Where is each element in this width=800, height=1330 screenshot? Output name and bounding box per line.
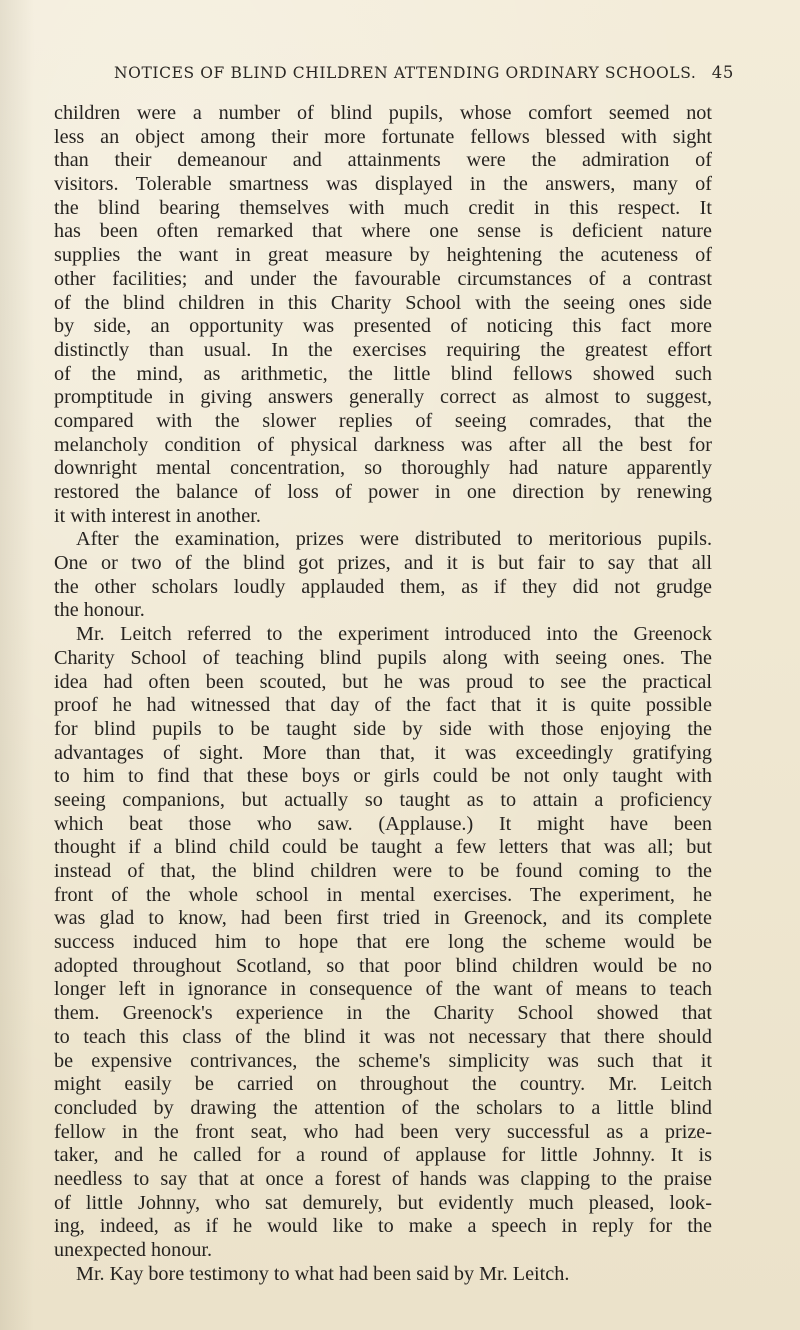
text-line: melancholy condition of physical darkness was after all the best for xyxy=(54,433,712,456)
body-text xyxy=(54,102,712,1286)
text-line: instead of that, the blind children were to be found coming to the xyxy=(54,860,712,882)
text-line: proof he had witnessed that day of the fact that it is quite possible xyxy=(54,694,712,717)
text-line: downright mental concentration, so thoroughly had nature apparently xyxy=(54,457,712,480)
text-line: concluded by drawing the attention of the scholars to a little blind xyxy=(54,1096,712,1119)
paragraph-start-line: After the examination, prizes were distributed to meritorious pupils. xyxy=(76,528,712,551)
text-line: advantages of sight. More than that, it was exceedingly gratifying xyxy=(54,741,712,764)
text-line: adopted throughout Scotland, so that poor blind children would be no xyxy=(54,954,712,977)
paragraph-start-line: Mr. Leitch referred to the experiment introduced into the Greenock xyxy=(76,623,712,646)
text-line: to him to find that these boys or girls could be not only taught with xyxy=(54,765,712,788)
text-line: distinctly than usual. In the exercises requiring the greatest effort xyxy=(54,338,712,361)
text-line: front of the whole school in mental exercises. The experiment, he xyxy=(54,883,712,906)
text-line: unexpected honour. xyxy=(54,1239,213,1261)
text-line: of the mind, as arithmetic, the little blind fellows showed such xyxy=(54,362,712,385)
paragraph-start-line: Mr. Kay bore testimony to what had been said by Mr. Leitch. xyxy=(76,1262,570,1285)
text-line: visitors. Tolerable smartness was displayed in the answers, many of xyxy=(54,173,712,196)
text-line: seeing companions, but actually so taught as to attain a proficiency xyxy=(54,788,712,811)
text-line: fellow in the front seat, who had been very successful as a prize- xyxy=(54,1120,712,1143)
running-head-title: NOTICES OF BLIND CHILDREN ATTENDING ORDINARY SCHOOLS. xyxy=(114,64,697,82)
text-line: be expensive contrivances, the scheme's simplicity was such that it xyxy=(54,1049,712,1072)
text-line: the blind bearing themselves with much credit in this respect. It xyxy=(54,196,712,219)
page-number: 45 xyxy=(711,63,734,82)
text-line: the honour. xyxy=(54,599,145,622)
text-line: longer left in ignorance in consequence of the want of means to teach xyxy=(54,978,712,1001)
text-line: than their demeanour and attainments were the admiration of xyxy=(54,149,712,172)
text-line: needless to say that at once a forest of hands was clapping to the praise xyxy=(54,1167,712,1190)
text-line: to teach this class of the blind it was not necessary that there should xyxy=(54,1025,712,1048)
text-line: which beat those who saw. (Applause.) It might have been xyxy=(54,812,712,835)
text-line: children were a number of blind pupils, whose comfort seemed not xyxy=(54,102,712,124)
text-line: One or two of the blind got prizes, and it is but fair to say that all xyxy=(54,552,712,575)
text-line: Charity School of teaching blind pupils along with seeing ones. The xyxy=(54,646,712,669)
page-gutter-shadow xyxy=(0,0,34,1330)
text-line: by side, an opportunity was presented of noticing this fact more xyxy=(54,315,712,338)
text-line: success induced him to hope that ere long the scheme would be xyxy=(54,931,712,954)
text-line: promptitude in giving answers generally correct as almost to suggest, xyxy=(54,386,712,409)
text-line: restored the balance of loss of power in one direction by renewing xyxy=(54,481,712,503)
text-line: it with interest in another. xyxy=(54,504,261,527)
text-line: was glad to know, had been first tried in Greenock, and its complete xyxy=(54,907,712,930)
text-line: other facilities; and under the favourable circumstances of a contrast xyxy=(54,267,712,290)
running-head xyxy=(114,63,734,88)
text-line: for blind pupils to be taught side by side with those enjoying the xyxy=(54,717,712,740)
text-line: of little Johnny, who sat demurely, but evidently much pleased, look- xyxy=(54,1191,712,1214)
text-line: idea had often been scouted, but he was proud to see the practical xyxy=(54,670,712,693)
text-line: thought if a blind child could be taught a few letters that was all; but xyxy=(54,836,712,859)
text-line: compared with the slower replies of seeing comrades, that the xyxy=(54,409,712,432)
text-line: has been often remarked that where one sense is deficient nature xyxy=(54,220,712,243)
text-line: less an object among their more fortunate fellows blessed with sight xyxy=(54,125,712,148)
text-line: taker, and he called for a round of applause for little Johnny. It is xyxy=(54,1144,712,1167)
text-line: supplies the want in great measure by heightening the acuteness of xyxy=(54,244,712,267)
text-line: ing, indeed, as if he would like to make a speech in reply for the xyxy=(54,1215,712,1238)
text-line: might easily be carried on throughout the country. Mr. Leitch xyxy=(54,1073,712,1096)
text-line: them. Greenock's experience in the Charity School showed that xyxy=(54,1002,712,1025)
text-line: of the blind children in this Charity School with the seeing ones side xyxy=(54,291,712,314)
text-line: the other scholars loudly applauded them, as if they did not grudge xyxy=(54,575,712,598)
